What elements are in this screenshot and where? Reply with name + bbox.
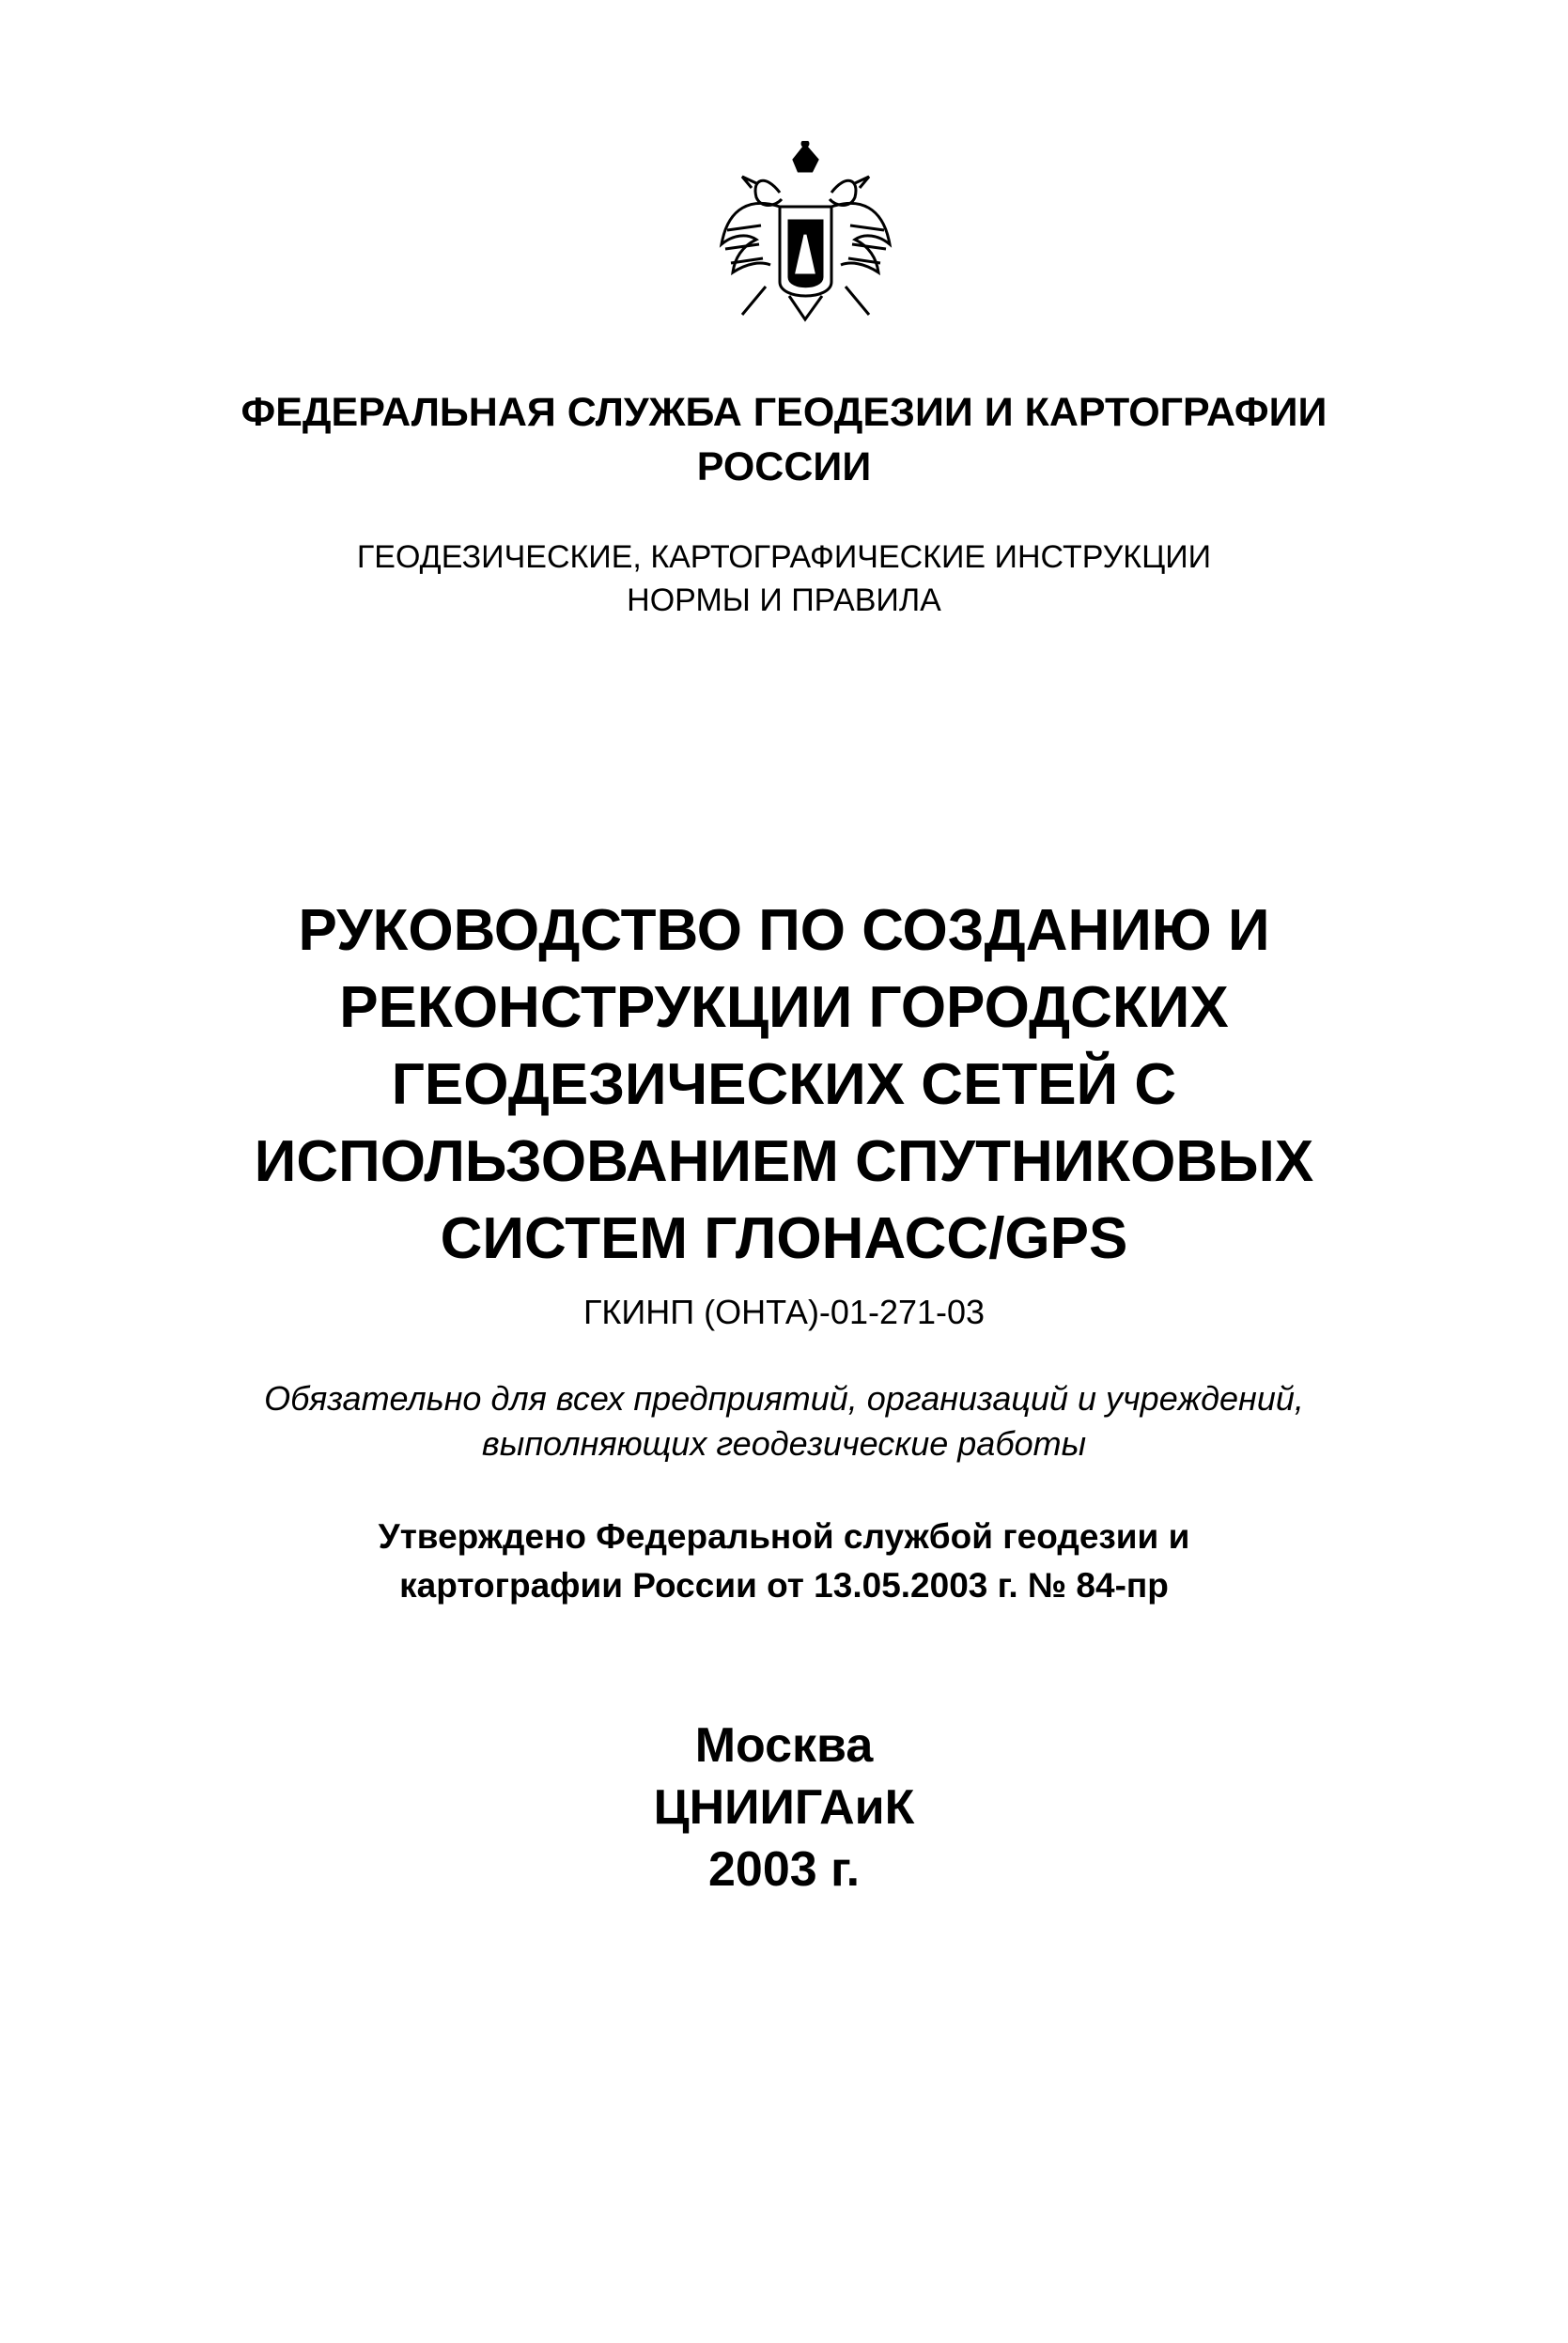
mandatory-line-1: Обязательно для всех предприятий, организаций и учреждений, bbox=[264, 1379, 1304, 1418]
agency-line-1: ФЕДЕРАЛЬНАЯ СЛУЖБА ГЕОДЕЗИИ И КАРТОГРАФИИ bbox=[241, 390, 1327, 435]
title-line-4: ИСПОЛЬЗОВАНИЕМ СПУТНИКОВЫХ bbox=[254, 1129, 1314, 1194]
document-code: ГКИНП (ОНТА)-01-271-03 bbox=[582, 1293, 986, 1331]
title-line-5: СИСТЕМ ГЛОНАСС/GPS bbox=[440, 1206, 1128, 1271]
approval-note bbox=[0, 1513, 1568, 1610]
document-title bbox=[0, 892, 1568, 1278]
emblem-icon bbox=[714, 141, 897, 329]
imprint-publisher: ЦНИИГАиК bbox=[653, 1780, 915, 1835]
approved-line-1: Утверждено Федеральной службой геодезии и bbox=[378, 1517, 1190, 1556]
mandatory-notice bbox=[0, 1376, 1568, 1466]
imprint-year: 2003 г. bbox=[707, 1842, 861, 1897]
series-line-2: НОРМЫ И ПРАВИЛА bbox=[627, 582, 941, 618]
imprint-city: Москва bbox=[694, 1718, 874, 1773]
title-line-1: РУКОВОДСТВО ПО СОЗДАНИЮ И bbox=[298, 898, 1270, 963]
approved-line-2: картографии России от 13.05.2003 г. № 84-пр bbox=[399, 1566, 1169, 1605]
series-line-1: ГЕОДЕЗИЧЕСКИЕ, КАРТОГРАФИЧЕСКИЕ ИНСТРУКЦИИ bbox=[356, 539, 1212, 575]
agency-heading bbox=[0, 385, 1568, 494]
agency-line-2: РОССИИ bbox=[696, 444, 872, 489]
series-heading bbox=[0, 535, 1568, 622]
title-line-2: РЕКОНСТРУКЦИИ ГОРОДСКИХ bbox=[339, 975, 1229, 1040]
imprint bbox=[0, 1715, 1568, 1901]
mandatory-line-2: выполняющих геодезические работы bbox=[481, 1424, 1087, 1463]
title-line-3: ГЕОДЕЗИЧЕСКИХ СЕТЕЙ С bbox=[391, 1052, 1177, 1117]
